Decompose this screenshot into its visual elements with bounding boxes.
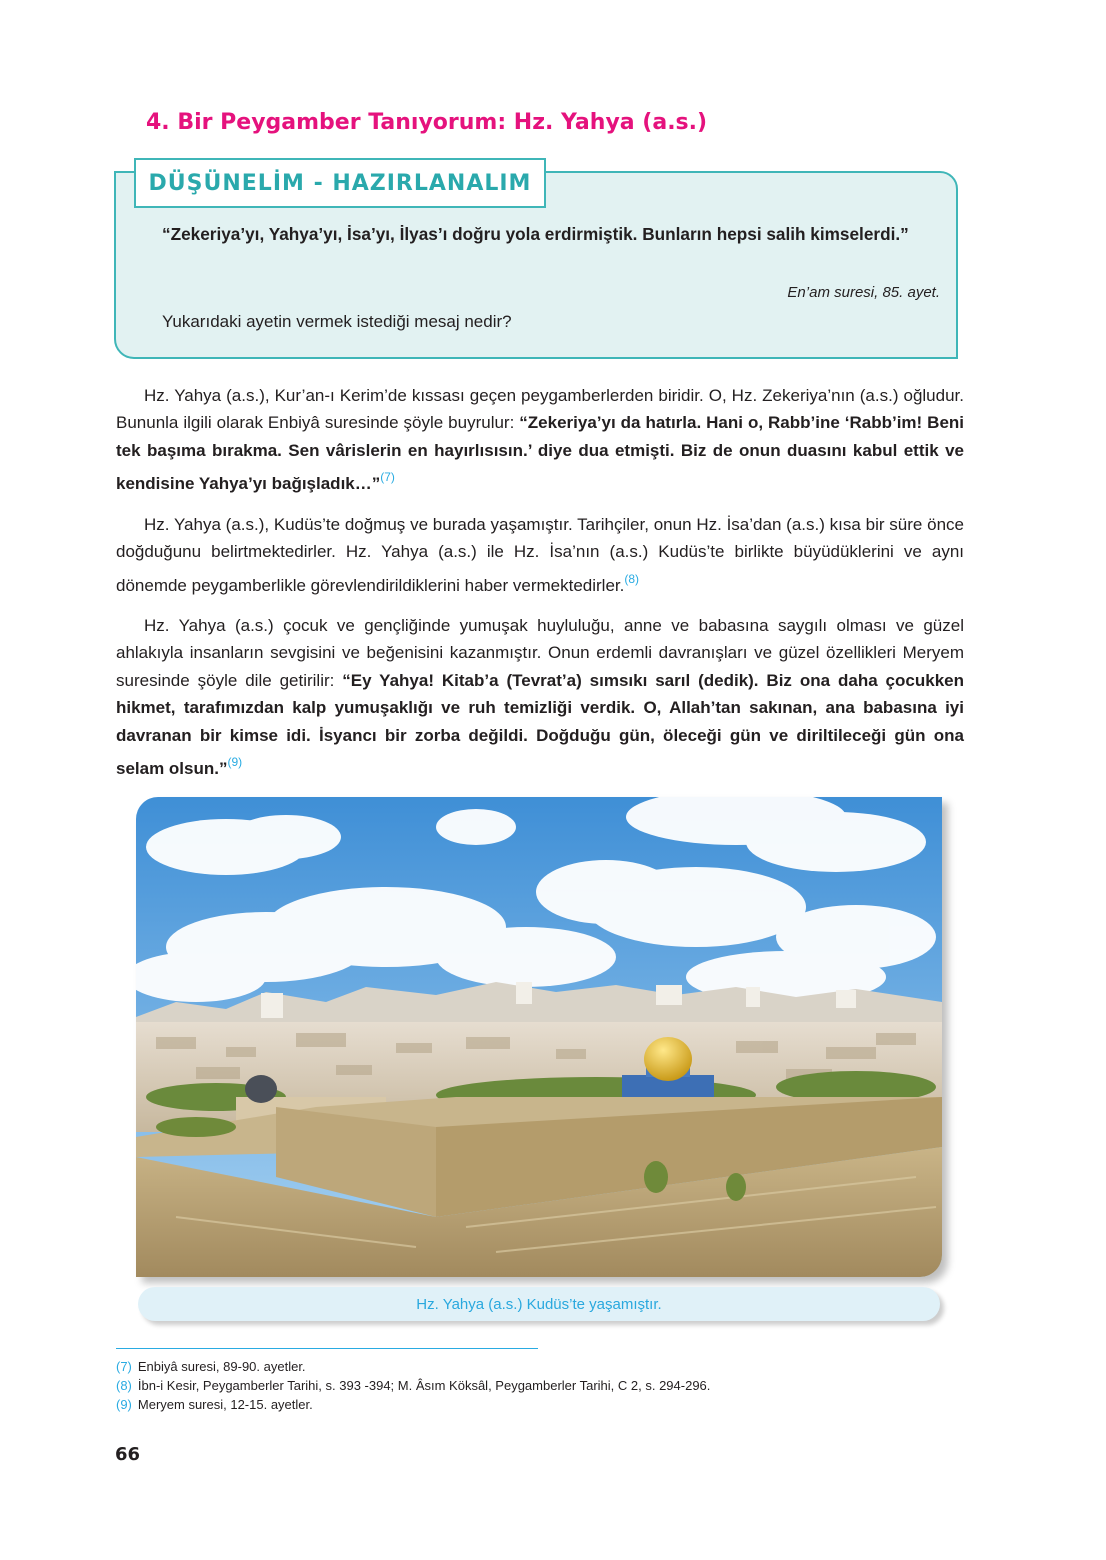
footnote-7-num: (7) [116,1359,132,1374]
section-title: 4. Bir Peygamber Tanıyorum: Hz. Yahya (a.s.) [146,110,708,135]
paragraph-2-ref[interactable]: (8) [624,571,640,586]
footnote-9-num: (9) [116,1397,132,1412]
paragraph-3-text: Hz. Yahya (a.s.) çocuk ve gençliğinde yumuşak huyluluğu, anne ve babasına saygılı olması ve güzel ahlakıyla insanların sevgisini ve beğenisini kazanmıştır. Onun erdemli davranışları ve güzel özellikleri Meryem suresinde şöyle dile getirilir: [116,616,964,690]
footnote-8 [116,1376,710,1395]
paragraph-3 [116,612,964,782]
paragraph-3-quote: “Ey Yahya! Kitab’a (Tevrat’a) sımsıkı sarıl (dedik). Biz ona daha çocukken hikmet, tarafımızdan kalp yumuşaklığı ve ruh temizliği verdik. O, Allah’tan sakınan, ana babasına iyi davranan bir kimse idi. İsyancı bir zorba değildi. Doğduğu gün, öleceği gün ve diriltileceği gün ona selam olsun.” [116,670,964,779]
think-box-source: En’am suresi, 85. ayet. [787,284,940,301]
footnote-9-text: Meryem suresi, 12-15. ayetler. [137,1397,313,1412]
footnote-8-text: İbn-i Kesir, Peygamberler Tarihi, s. 393 -394; M. Âsım Köksâl, Peygamberler Tarihi, C 2, s. 294-296. [137,1378,711,1393]
paragraph-1-quote: “Zekeriya’yı da hatırla. Hani o, Rabb’ine ‘Rabb’im! Beni tek başıma bırakma. Sen vârislerin en hayırlısısın.’ diye dua etmişti. Biz de onun duasını kabul ettik ve kendisine Yahya’yı bağışladık…” [116,413,964,494]
paragraph-2-text: Hz. Yahya (a.s.), Kudüs’te doğmuş ve burada yaşamıştır. Tarihçiler, onun Hz. İsa’dan (a.s.) kısa bir süre önce doğduğunu belirtmektedirler. Hz. Yahya (a.s.) ile Hz. İsa’nın (a.s.) Kudüs’te birlikte büyüdüklerini ve aynı dönemde peygamberlikle görevlendirildiklerini haber vermektedirler. [116,515,964,595]
paragraph-1-ref[interactable]: (7) [380,470,395,485]
paragraph-2 [116,511,964,599]
page-number: 66 [115,1444,141,1465]
footnotes [116,1357,710,1414]
paragraph-3-ref[interactable]: (9) [227,755,243,770]
footnote-9 [116,1395,710,1414]
footnote-7 [116,1357,710,1376]
footnote-rule [116,1348,538,1349]
photo-caption: Hz. Yahya (a.s.) Kudüs’te yaşamıştır. [138,1287,940,1321]
footnote-7-text: Enbiyâ suresi, 89-90. ayetler. [137,1359,306,1374]
footnote-8-num: (8) [116,1378,132,1393]
think-box-question: Yukarıdaki ayetin vermek istediği mesaj nedir? [162,312,512,331]
jerusalem-photo [136,797,942,1277]
think-tab-label: DÜŞÜNELİM - HAZIRLANALIM [148,170,532,196]
think-box-quote: “Zekeriya’yı, Yahya’yı, İsa’yı, İlyas’ı doğru yola erdirmiştik. Bunların hepsi salih kimselerdi.” [162,224,909,244]
paragraph-1 [116,382,964,498]
paragraph-1-text: Hz. Yahya (a.s.), Kur’an-ı Kerim’de kıssası geçen peygamberlerden biridir. O, Hz. Zekeriya’nın (a.s.) oğludur. Bununla ilgili olarak Enbiyâ suresinde şöyle buyrulur: [116,386,964,433]
